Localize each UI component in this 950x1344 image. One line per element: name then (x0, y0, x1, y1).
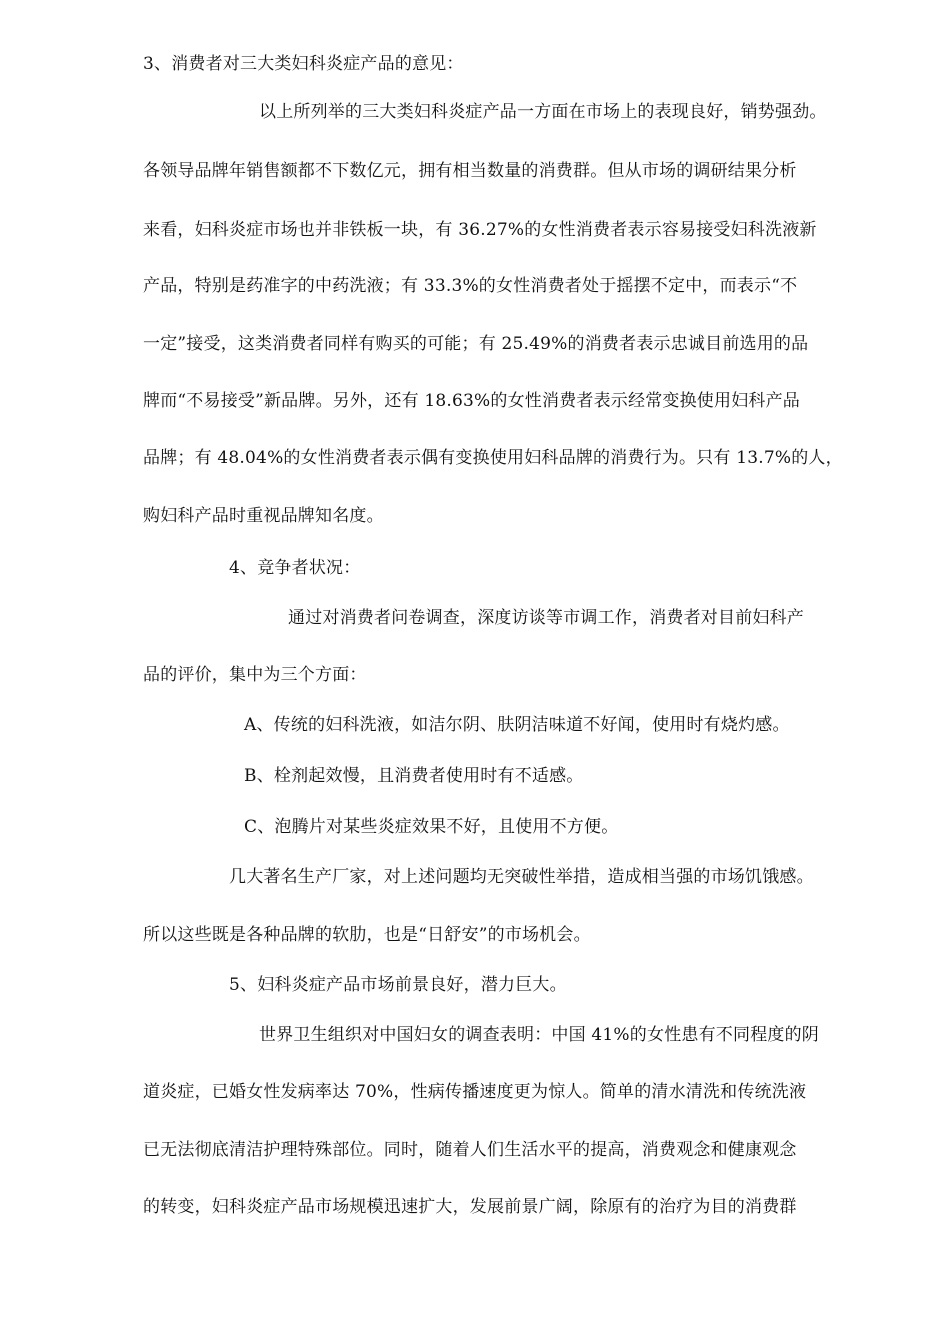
section-3-paragraph-line: 购妇科产品时重视品牌知名度。 (143, 506, 384, 526)
section-3-paragraph-line: 品牌；有 48.04%的女性消费者表示偶有变换使用妇科品牌的消费行为。只有 13.7%的人， (143, 448, 843, 468)
section-4-intro-line: 品的评价，集中为三个方面： (143, 665, 367, 685)
section-3-paragraph-line: 来看，妇科炎症市场也并非铁板一块，有 36.27%的女性消费者表示容易接受妇科洗液新 (143, 220, 817, 240)
section-4-heading: 4、竞争者状况： (229, 558, 361, 578)
section-3-paragraph-line: 牌而“不易接受”新品牌。另外，还有 18.63%的女性消费者表示经常变换使用妇科产品 (143, 391, 801, 411)
section-4-item-a: A、传统的妇科洗液，如洁尔阴、肤阴洁味道不好闻，使用时有烧灼感。 (244, 715, 790, 735)
section-3-paragraph-line: 以上所列举的三大类妇科炎症产品一方面在市场上的表现良好，销势强劲。 (259, 102, 827, 122)
section-3-heading: 3、消费者对三大类妇科炎症产品的意见： (143, 54, 464, 74)
section-5-paragraph-line: 的转变，妇科炎症产品市场规模迅速扩大，发展前景广阔，除原有的治疗为目的消费群 (143, 1197, 797, 1217)
section-4-closing-line: 所以这些既是各种品牌的软肋，也是“日舒安”的市场机会。 (143, 925, 591, 945)
section-4-item-b: B、栓剂起效慢，且消费者使用时有不适感。 (244, 766, 584, 786)
section-5-paragraph-line: 道炎症，已婚女性发病率达 70%，性病传播速度更为惊人。简单的清水清洗和传统洗液 (143, 1082, 807, 1102)
section-3-paragraph-line: 一定”接受，这类消费者同样有购买的可能；有 25.49%的消费者表示忠诚目前选用的品 (143, 334, 809, 354)
section-4-item-c: C、泡腾片对某些炎症效果不好，且使用不方便。 (244, 817, 619, 837)
section-5-paragraph-line: 已无法彻底清洁护理特殊部位。同时，随着人们生活水平的提高，消费观念和健康观念 (143, 1140, 797, 1160)
section-4-closing-line: 几大著名生产厂家，对上述问题均无突破性举措，造成相当强的市场饥饿感。 (229, 867, 814, 887)
section-5-heading: 5、妇科炎症产品市场前景良好，潜力巨大。 (229, 975, 567, 995)
section-5-paragraph-line: 世界卫生组织对中国妇女的调查表明：中国 41%的女性患有不同程度的阴 (259, 1025, 819, 1045)
section-3-paragraph-line: 产品，特别是药准字的中药洗液；有 33.3%的女性消费者处于摇摆不定中，而表示“不 (143, 276, 798, 296)
section-4-intro-line: 通过对消费者问卷调查，深度访谈等市调工作，消费者对目前妇科产 (288, 608, 804, 628)
section-3-paragraph-line: 各领导品牌年销售额都不下数亿元，拥有相当数量的消费群。但从市场的调研结果分析 (143, 161, 797, 181)
